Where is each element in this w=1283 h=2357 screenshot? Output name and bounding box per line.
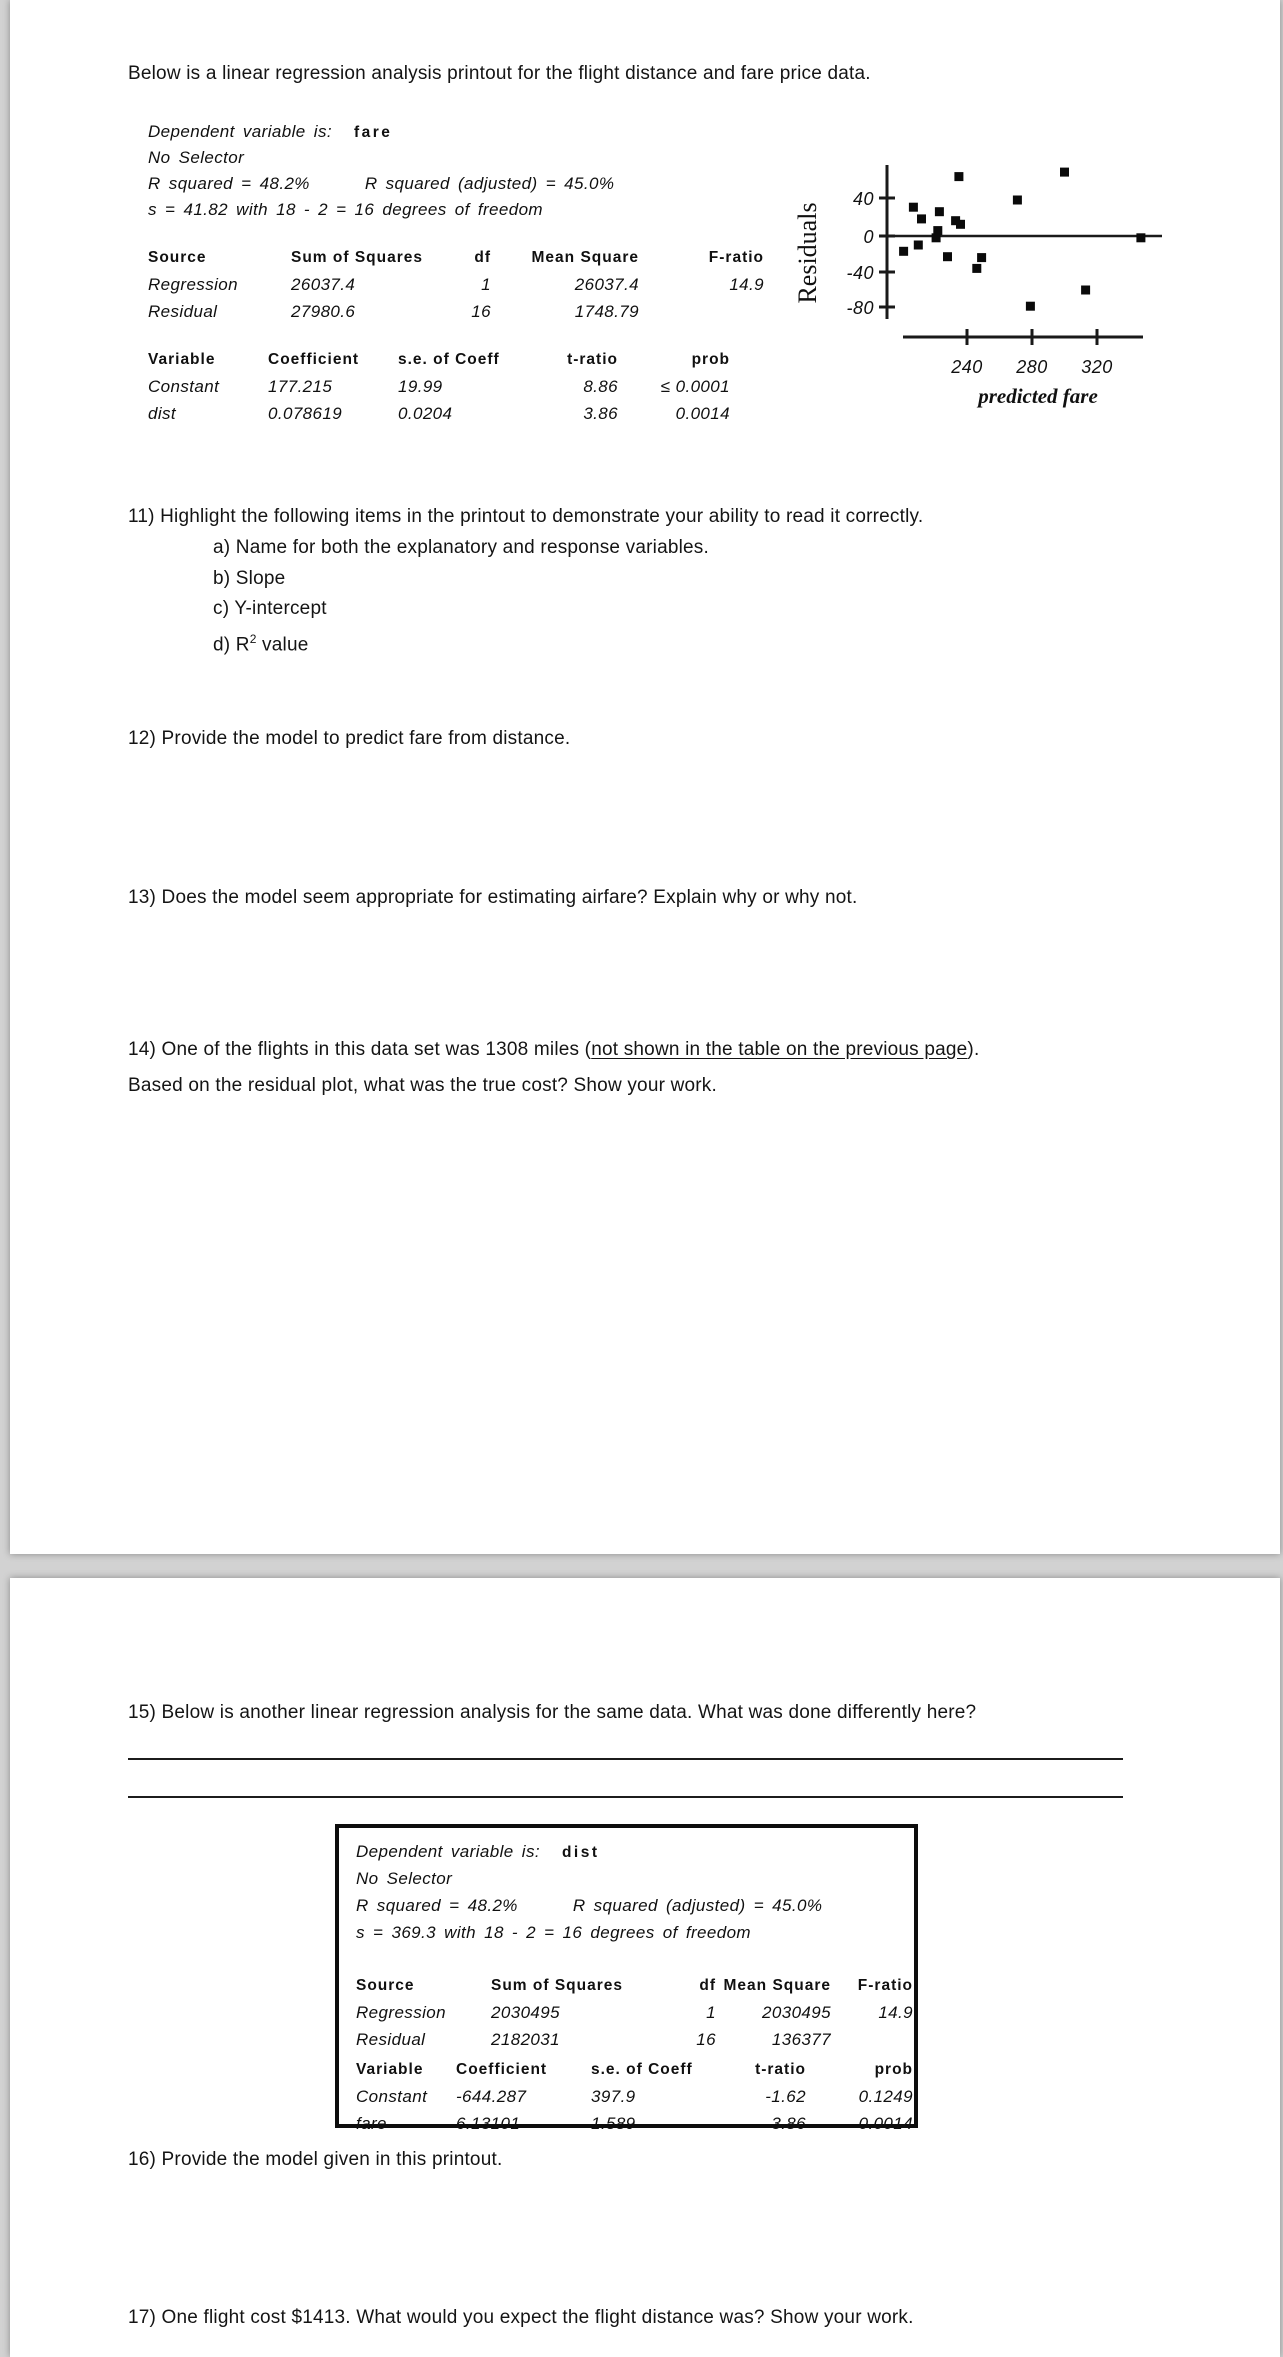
data-point xyxy=(954,172,963,181)
r-squared: R squared = 48.2% xyxy=(356,1896,518,1915)
y-axis-title: Residuals xyxy=(793,202,822,304)
printout2-rsquared-line xyxy=(356,1896,822,1916)
printout1-rsquared-line xyxy=(148,174,614,194)
x-tick-label: 280 xyxy=(1016,357,1048,377)
y-tick-label: -40 xyxy=(846,263,874,283)
dependent-value: dist xyxy=(561,1844,600,1861)
table-row: Constant -644.287 397.9 -1.62 0.1249 xyxy=(356,2086,913,2106)
y-tick-label: -80 xyxy=(846,298,874,318)
data-point xyxy=(909,203,918,212)
question-14-line2: Based on the residual plot, what was the true cost? Show your work. xyxy=(128,1075,717,1096)
question-11b: b) Slope xyxy=(213,568,286,589)
dependent-label: Dependent variable is: xyxy=(148,122,332,141)
data-point xyxy=(1013,196,1022,205)
data-point xyxy=(935,207,944,216)
y-tick-label: 40 xyxy=(852,189,874,209)
dependent-label: Dependent variable is: xyxy=(356,1842,540,1861)
data-point xyxy=(956,220,965,229)
question-12: 12) Provide the model to predict fare from distance. xyxy=(128,728,571,749)
printout1-s-line: s = 41.82 with 18 - 2 = 16 degrees of freedom xyxy=(148,200,543,219)
data-point xyxy=(917,214,926,223)
x-axis-title: predicted fare xyxy=(978,384,1098,408)
data-point xyxy=(1081,286,1090,295)
answer-blank-line xyxy=(128,1758,1123,1760)
r-squared-adjusted: R squared (adjusted) = 45.0% xyxy=(572,1896,823,1915)
printout2-no-selector: No Selector xyxy=(356,1869,453,1888)
table-row: Regression 26037.4 1 26037.4 14.9 xyxy=(148,274,764,294)
anova-header-row: Source Sum of Squares df Mean Square F-ratio xyxy=(148,248,764,266)
printout2-coefficients-table xyxy=(356,2056,913,2137)
data-point xyxy=(932,233,941,242)
printout1-dependent-line xyxy=(148,122,392,142)
table-row: fare 6.13101 1.589 3.86 0.0014 xyxy=(356,2113,913,2133)
y-tick-label: 0 xyxy=(863,227,874,247)
r-squared-adjusted: R squared (adjusted) = 45.0% xyxy=(364,174,615,193)
printout1-no-selector: No Selector xyxy=(148,148,245,167)
intro-text: Below is a linear regression analysis printout for the flight distance and fare price data. xyxy=(128,63,871,84)
question-16: 16) Provide the model given in this printout. xyxy=(128,2149,503,2170)
printout2-s-line: s = 369.3 with 18 - 2 = 16 degrees of freedom xyxy=(356,1923,751,1942)
table-row: dist 0.078619 0.0204 3.86 0.0014 xyxy=(148,403,730,423)
data-point xyxy=(1136,233,1145,242)
question-11c: c) Y-intercept xyxy=(213,598,327,619)
data-point xyxy=(899,247,908,256)
data-point xyxy=(1026,302,1035,311)
question-11d: d) $R^2$ value xyxy=(213,632,309,656)
x-tick-label: 320 xyxy=(1081,357,1113,377)
table-row: Residual 2182031 16 136377 xyxy=(356,2029,831,2049)
table-row: Regression 2030495 1 2030495 14.9 xyxy=(356,2002,913,2022)
question-15: 15) Below is another linear regression analysis for the same data. What was done differently here? xyxy=(128,1702,977,1723)
printout2-anova-table xyxy=(356,1972,913,2053)
printout1-coefficients-table xyxy=(148,346,730,427)
data-point xyxy=(977,253,986,262)
data-point xyxy=(943,252,952,261)
printout1-anova-table xyxy=(148,244,764,325)
answer-blank-line xyxy=(128,1796,1123,1798)
coefficients-header-row: Variable Coefficient s.e. of Coeff t-ratio prob xyxy=(356,2060,913,2078)
residual-plot xyxy=(790,95,1210,415)
question-17: 17) One flight cost $1413. What would you expect the flight distance was? Show your work. xyxy=(128,2307,914,2328)
scatter-points xyxy=(899,168,1145,311)
printout2-dependent-line xyxy=(356,1842,600,1862)
anova-header-row: Source Sum of Squares df Mean Square F-ratio xyxy=(356,1976,913,1994)
dependent-value: fare xyxy=(353,124,393,141)
underlined-note: not shown in the table on the previous page xyxy=(591,1039,968,1060)
data-point xyxy=(914,241,923,250)
question-11a: a) Name for both the explanatory and response variables. xyxy=(213,537,709,558)
question-11: 11) Highlight the following items in the printout to demonstrate your ability to read it correctly. xyxy=(128,506,924,527)
question-14-line1: 14) One of the flights in this data set was 1308 miles (not shown in the table on the previous page). xyxy=(128,1039,980,1060)
coefficients-header-row: Variable Coefficient s.e. of Coeff t-ratio prob xyxy=(148,350,730,368)
superscript-2: 2 xyxy=(249,632,257,646)
table-row: Residual 27980.6 16 1748.79 xyxy=(148,301,639,321)
x-tick-label: 240 xyxy=(951,357,983,377)
data-point xyxy=(1060,168,1069,177)
r-squared: R squared = 48.2% xyxy=(148,174,310,193)
data-point xyxy=(972,264,981,273)
table-row: Constant 177.215 19.99 8.86 ≤ 0.0001 xyxy=(148,376,730,396)
question-13: 13) Does the model seem appropriate for estimating airfare? Explain why or why not. xyxy=(128,887,858,908)
